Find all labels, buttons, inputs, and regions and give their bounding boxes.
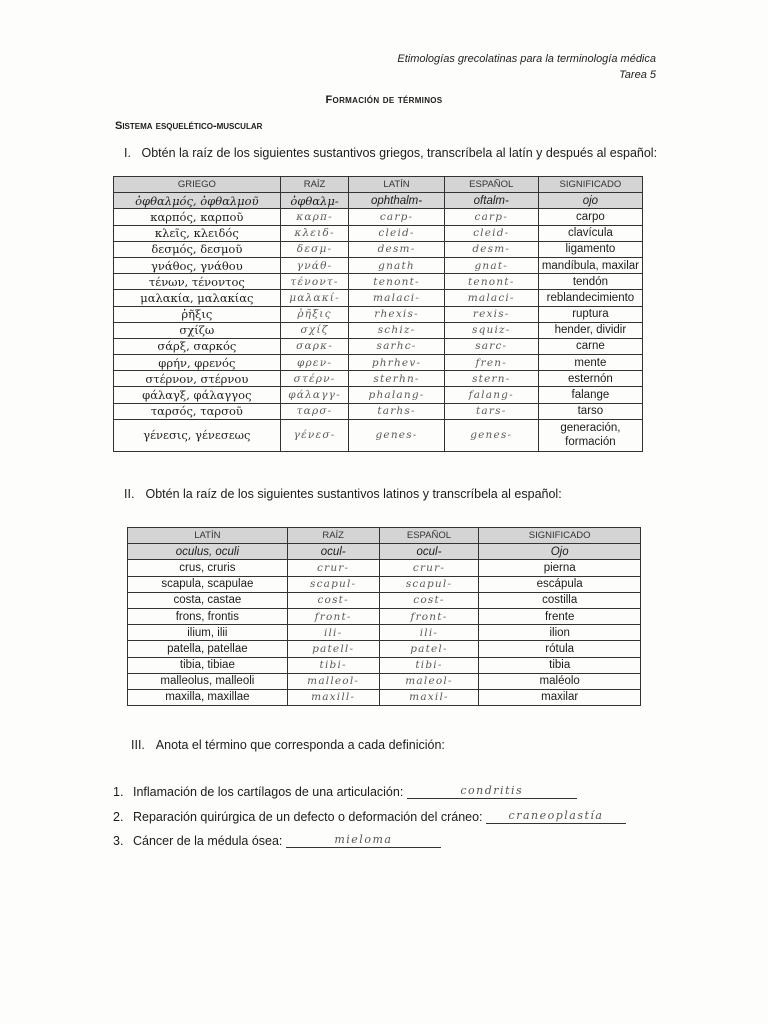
cell: maxilla, maxillae (128, 689, 288, 705)
cell: τένων, τένοντος (114, 274, 281, 290)
cell: γνάθος, γνάθου (114, 257, 281, 273)
handwritten-answer-cell[interactable]: crur- (287, 560, 379, 576)
cell: oftalm- (444, 193, 538, 209)
answer-handwritten: craneoplastía (508, 809, 604, 822)
table-header-row (128, 528, 641, 544)
table-row (114, 225, 643, 241)
handwritten-answer-cell[interactable]: gnath (349, 257, 444, 273)
cell: reblandecimiento (538, 290, 642, 306)
cell: malleolus, malleoli (128, 673, 288, 689)
cell: tibia, tibiae (128, 657, 288, 673)
handwritten-answer-cell[interactable]: malaci- (349, 290, 444, 306)
cell: ταρσός, ταρσοῦ (114, 403, 281, 419)
cell: φρήν, φρενός (114, 355, 281, 371)
table-row (128, 560, 641, 576)
table-row (128, 673, 641, 689)
handwritten-answer-cell[interactable]: patel- (379, 641, 479, 657)
cell: tibia (479, 657, 641, 673)
definition-item (113, 808, 626, 824)
table-row (114, 355, 643, 371)
cell: tendón (538, 274, 642, 290)
handwritten-answer-cell[interactable]: tenont- (349, 274, 444, 290)
definition-text: Reparación quirúrgica de un defecto o deformación del cráneo: (133, 810, 483, 824)
cell: frente (479, 608, 641, 624)
cell: ojo (538, 193, 642, 209)
handwritten-answer-cell[interactable]: rhexis- (349, 306, 444, 322)
handwritten-answer-cell[interactable]: maxil- (379, 689, 479, 705)
handwritten-answer-cell[interactable]: σαρκ- (280, 338, 349, 354)
handwritten-answer-cell[interactable]: desm- (349, 241, 444, 257)
handwritten-answer-cell[interactable]: rexis- (444, 306, 538, 322)
cell: ὀφθαλμός, ὀφθαλμοῦ (114, 193, 281, 209)
item-number: 2. (113, 810, 124, 824)
part2-instruction-text: Obtén la raíz de los siguientes sustantivos latinos y transcríbela al español: (145, 487, 562, 501)
cell: mente (538, 355, 642, 371)
example-row (114, 193, 643, 209)
table-row (128, 592, 641, 608)
definition-item (113, 832, 441, 848)
table-row (128, 576, 641, 592)
cell: carpo (538, 209, 642, 225)
answer-field[interactable] (407, 783, 577, 799)
table-row (114, 306, 643, 322)
handwritten-answer-cell[interactable]: cleid- (444, 225, 538, 241)
col-header: LATÍN (128, 528, 288, 544)
part1-instruction (124, 146, 657, 160)
handwritten-answer-cell[interactable]: phalang- (349, 387, 444, 403)
handwritten-answer-cell[interactable]: maleol- (379, 673, 479, 689)
document-header (397, 51, 656, 83)
handwritten-answer-cell[interactable]: front- (287, 608, 379, 624)
handwritten-answer-cell[interactable]: καρπ- (280, 209, 349, 225)
answer-field[interactable] (486, 808, 626, 824)
table-row (128, 641, 641, 657)
handwritten-answer-cell[interactable]: phrhev- (349, 355, 444, 371)
handwritten-answer-cell[interactable]: carp- (349, 209, 444, 225)
definition-item (113, 783, 577, 799)
handwritten-answer-cell[interactable]: ili- (379, 625, 479, 641)
handwritten-answer-cell[interactable]: front- (379, 608, 479, 624)
handwritten-answer-cell[interactable]: crur- (379, 560, 479, 576)
cell: μαλακία, μαλακίας (114, 290, 281, 306)
part2-instruction (124, 487, 562, 501)
cell: δεσμός, δεσμοῦ (114, 241, 281, 257)
col-header: RAÍZ (280, 177, 349, 193)
table-row (114, 322, 643, 338)
cell: γένεσις, γένεσεως (114, 419, 281, 451)
col-header: SIGNIFICADO (479, 528, 641, 544)
handwritten-answer-cell[interactable]: στέρν- (280, 371, 349, 387)
cell: ruptura (538, 306, 642, 322)
handwritten-answer-cell[interactable]: tars- (444, 403, 538, 419)
table-row (114, 290, 643, 306)
col-header: RAÍZ (287, 528, 379, 544)
col-header: LATÍN (349, 177, 444, 193)
handwritten-answer-cell[interactable]: tibi- (379, 657, 479, 673)
cell: ilion (479, 625, 641, 641)
part1-instruction-text: Obtén la raíz de los siguientes sustantivos griegos, transcríbela al latín y después al español: (141, 146, 658, 160)
cell: Ojo (479, 544, 641, 560)
part2-number: II. (124, 487, 135, 501)
cell: carne (538, 338, 642, 354)
handwritten-answer-cell[interactable]: cleid- (349, 225, 444, 241)
cell: κλεῖς, κλειδός (114, 225, 281, 241)
handwritten-answer-cell[interactable]: tibi- (287, 657, 379, 673)
answer-field[interactable] (286, 832, 441, 848)
handwritten-answer-cell[interactable]: γνάθ- (280, 257, 349, 273)
table-row (128, 689, 641, 705)
handwritten-answer-cell[interactable]: tenont- (444, 274, 538, 290)
handwritten-answer-cell[interactable]: φάλαγγ- (280, 387, 349, 403)
latin-roots-body (128, 544, 641, 706)
table-row (128, 657, 641, 673)
cell: generación, formación (538, 419, 642, 451)
table-row (114, 419, 643, 451)
cell: maxilar (479, 689, 641, 705)
handwritten-answer-cell[interactable]: sarhc- (349, 338, 444, 354)
cell: ocul- (287, 544, 379, 560)
item-number: 3. (113, 834, 124, 848)
handwritten-answer-cell[interactable]: maxill- (287, 689, 379, 705)
handwritten-answer-cell[interactable]: γένεσ- (280, 419, 349, 451)
table-row (114, 338, 643, 354)
cell: patella, patellae (128, 641, 288, 657)
answer-handwritten: mieloma (334, 833, 393, 846)
handwritten-answer-cell[interactable]: cost- (287, 592, 379, 608)
part1-number: I. (124, 146, 131, 160)
cell: mandíbula, maxilar (538, 257, 642, 273)
handwritten-answer-cell[interactable]: scapul- (379, 576, 479, 592)
table-row (128, 625, 641, 641)
definition-text: Inflamación de los cartílagos de una articulación: (133, 785, 404, 799)
answer-handwritten: condritis (460, 784, 524, 797)
page-title: Formación de términos (325, 94, 443, 106)
cell: rótula (479, 641, 641, 657)
cell: ῥῆξις (114, 306, 281, 322)
handwritten-answer-cell[interactable]: malaci- (444, 290, 538, 306)
table-row (128, 608, 641, 624)
cell: ὀφθαλμ- (280, 193, 349, 209)
col-header: ESPAÑOL (379, 528, 479, 544)
col-header: ESPAÑOL (444, 177, 538, 193)
handwritten-answer-cell[interactable]: genes- (349, 419, 444, 451)
handwritten-answer-cell[interactable]: sterhn- (349, 371, 444, 387)
table-row (114, 387, 643, 403)
cell: hender, dividir (538, 322, 642, 338)
cell: ocul- (379, 544, 479, 560)
handwritten-answer-cell[interactable]: τένοντ- (280, 274, 349, 290)
cell: καρπός, καρποῦ (114, 209, 281, 225)
handwritten-answer-cell[interactable]: desm- (444, 241, 538, 257)
cell: frons, frontis (128, 608, 288, 624)
item-number: 1. (113, 785, 124, 799)
col-header: SIGNIFICADO (538, 177, 642, 193)
definition-text: Cáncer de la médula ósea: (133, 834, 283, 848)
cell: esternón (538, 371, 642, 387)
table-header-row (114, 177, 643, 193)
part3-number: III. (131, 738, 145, 752)
handwritten-answer-cell[interactable]: ili- (287, 625, 379, 641)
section-title: Sistema esquelético-muscular (115, 120, 263, 132)
cell: σάρξ, σαρκός (114, 338, 281, 354)
table-row (114, 371, 643, 387)
handwritten-answer-cell[interactable]: tarhs- (349, 403, 444, 419)
handwritten-answer-cell[interactable]: sarc- (444, 338, 538, 354)
handwritten-answer-cell[interactable]: schiz- (349, 322, 444, 338)
handwritten-answer-cell[interactable]: fren- (444, 355, 538, 371)
handwritten-answer-cell[interactable]: φρεν- (280, 355, 349, 371)
cell: ilium, ilii (128, 625, 288, 641)
handwritten-answer-cell[interactable]: μαλακί- (280, 290, 349, 306)
cell: ophthalm- (349, 193, 444, 209)
cell: clavícula (538, 225, 642, 241)
handwritten-answer-cell[interactable]: stern- (444, 371, 538, 387)
latin-roots-table (127, 527, 641, 706)
part3-instruction (131, 738, 445, 752)
handwritten-answer-cell[interactable]: malleol- (287, 673, 379, 689)
cell: crus, cruris (128, 560, 288, 576)
table-row (114, 257, 643, 273)
handwritten-answer-cell[interactable]: δεσμ- (280, 241, 349, 257)
handwritten-answer-cell[interactable]: patell- (287, 641, 379, 657)
handwritten-answer-cell[interactable]: carp- (444, 209, 538, 225)
handwritten-answer-cell[interactable]: gnat- (444, 257, 538, 273)
greek-roots-table (113, 176, 643, 452)
example-row (128, 544, 641, 560)
handwritten-answer-cell[interactable]: ῥῆξις (280, 306, 349, 322)
handwritten-answer-cell[interactable]: κλειδ- (280, 225, 349, 241)
handwritten-answer-cell[interactable]: σχίζ (280, 322, 349, 338)
table-row (114, 274, 643, 290)
cell: pierna (479, 560, 641, 576)
table-row (114, 403, 643, 419)
cell: oculus, oculi (128, 544, 288, 560)
assignment-label: Tarea 5 (619, 69, 656, 81)
course-title: Etimologías grecolatinas para la terminología médica (397, 53, 656, 65)
cell: costilla (479, 592, 641, 608)
handwritten-answer-cell[interactable]: scapul- (287, 576, 379, 592)
cell: φάλαγξ, φάλαγγος (114, 387, 281, 403)
handwritten-answer-cell[interactable]: ταρσ- (280, 403, 349, 419)
table-row (114, 241, 643, 257)
cell: falange (538, 387, 642, 403)
cell: στέρνον, στέρνου (114, 371, 281, 387)
cell: scapula, scapulae (128, 576, 288, 592)
handwritten-answer-cell[interactable]: falang- (444, 387, 538, 403)
cell: ligamento (538, 241, 642, 257)
cell: σχίζω (114, 322, 281, 338)
handwritten-answer-cell[interactable]: cost- (379, 592, 479, 608)
cell: costa, castae (128, 592, 288, 608)
cell: escápula (479, 576, 641, 592)
table-row (114, 209, 643, 225)
col-header: GRIEGO (114, 177, 281, 193)
part3-instruction-text: Anota el término que corresponda a cada definición: (155, 738, 445, 752)
handwritten-answer-cell[interactable]: genes- (444, 419, 538, 451)
greek-roots-body (114, 193, 643, 452)
cell: maléolo (479, 673, 641, 689)
cell: tarso (538, 403, 642, 419)
handwritten-answer-cell[interactable]: squiz- (444, 322, 538, 338)
